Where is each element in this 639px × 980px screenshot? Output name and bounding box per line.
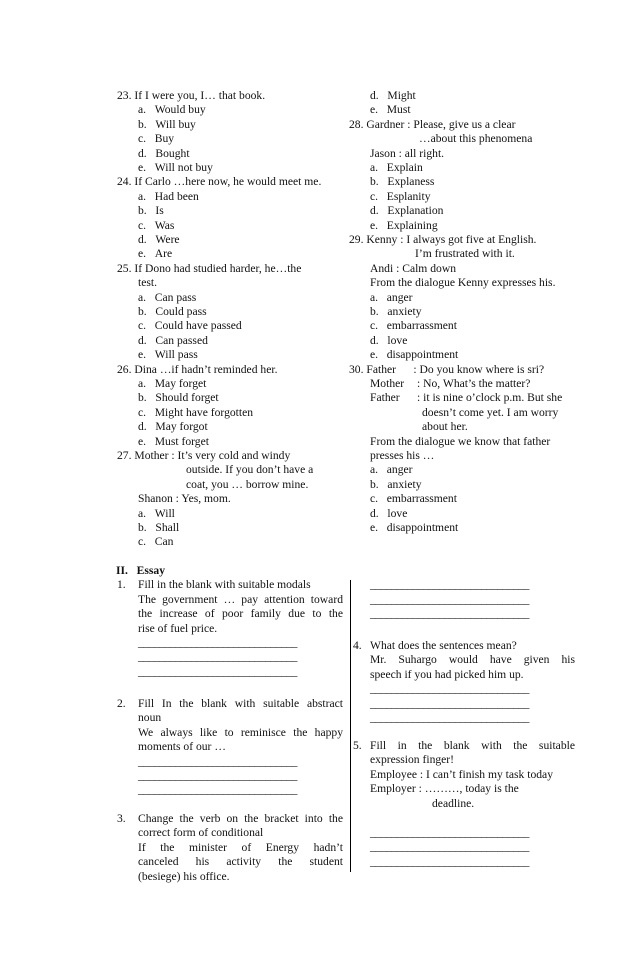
question-number: 23. xyxy=(117,89,132,102)
option-a[interactable]: a. Had been xyxy=(138,189,199,203)
question-text-cont: doesn’t come yet. I am worry xyxy=(422,405,559,419)
option-a[interactable]: a. Explain xyxy=(370,161,423,174)
question-text-cont: test. xyxy=(138,276,157,290)
answer-line[interactable]: ______________________________ xyxy=(370,854,529,868)
option-d[interactable]: d. love xyxy=(370,333,408,347)
option-c[interactable]: c. Buy xyxy=(138,132,175,146)
question-number: 30. xyxy=(349,362,364,376)
question-number: 28. xyxy=(349,117,364,131)
question-text-cont: From the dialogue Kenny expresses his. xyxy=(370,276,556,290)
question-text: Kenny : I always got five at English. xyxy=(366,233,537,246)
answer-line[interactable]: ______________________________ xyxy=(370,592,529,606)
essay-number: 4. xyxy=(353,639,362,652)
option-a[interactable]: a. May forget xyxy=(138,377,207,390)
option-c[interactable]: c. Might have forgotten xyxy=(138,405,254,419)
essay-text: the increase of poor family due to the xyxy=(138,607,343,621)
essay-text: Mr. Suhargo would have given his xyxy=(370,653,575,667)
option-d[interactable]: d. Can passed xyxy=(138,333,208,347)
options-27 xyxy=(138,507,179,550)
answer-line[interactable]: ______________________________ xyxy=(370,710,529,724)
speaker: Mother xyxy=(370,376,405,390)
option-b[interactable]: b. Is xyxy=(138,204,164,218)
question-text: If I were you, I… that book. xyxy=(134,89,266,102)
option-b[interactable]: b. anxiety xyxy=(370,304,422,318)
answer-line[interactable]: ______________________________ xyxy=(138,768,297,782)
question-text: If Carlo …here now, he would meet me. xyxy=(134,175,322,189)
question-24 xyxy=(117,175,321,189)
essay-text: moments of our … xyxy=(138,740,226,754)
question-text-cont: I’m frustrated with it. xyxy=(415,247,515,261)
column-divider xyxy=(350,580,351,872)
question-number: 25. xyxy=(117,261,132,275)
option-e[interactable]: e. Explaining xyxy=(370,218,438,232)
option-e[interactable]: e. Must xyxy=(370,103,411,117)
options-28 xyxy=(370,161,443,233)
answer-line[interactable]: ______________________________ xyxy=(138,650,297,664)
question-text-cont: coat, you … borrow mine. xyxy=(186,477,309,491)
essay-number: 2. xyxy=(117,697,126,710)
question-number: 29. xyxy=(349,233,364,246)
option-a[interactable]: a. anger xyxy=(370,463,413,477)
speaker: Father xyxy=(366,362,397,376)
answer-line[interactable]: ______________________________ xyxy=(370,696,529,710)
question-25 xyxy=(117,262,301,291)
option-d[interactable]: d. Were xyxy=(138,232,180,246)
essay-instruction: Fill In the blank with suitable abstract xyxy=(138,697,343,710)
question-23 xyxy=(117,89,265,103)
question-text: Gardner : Please, give us a clear xyxy=(366,117,516,131)
question-number: 26. xyxy=(117,362,132,376)
options-27-cont xyxy=(370,89,416,118)
essay-5 xyxy=(353,739,575,811)
option-e[interactable]: e. Must forget xyxy=(138,434,209,448)
option-a[interactable]: a. anger xyxy=(370,290,413,304)
question-29 xyxy=(349,233,555,291)
answer-line[interactable]: ______________________________ xyxy=(138,754,297,768)
question-text-cont: : it is nine o’clock p.m. But she xyxy=(417,391,563,405)
essay-answer-lines-5 xyxy=(370,826,529,869)
essay-instruction: Fill in the blank with suitable modals xyxy=(138,578,311,592)
question-text-cont: : No, What’s the matter? xyxy=(417,376,531,390)
options-30 xyxy=(370,463,458,535)
question-number: 24. xyxy=(117,175,132,189)
option-a[interactable]: a. Can pass xyxy=(138,290,197,304)
option-c[interactable]: c. Esplanity xyxy=(370,189,431,203)
option-d[interactable]: d. May forgot xyxy=(138,420,208,434)
option-b[interactable]: b. Could pass xyxy=(138,304,207,318)
question-text: Dina …if hadn’t reminded her. xyxy=(134,362,278,376)
option-b[interactable]: b. Should forget xyxy=(138,391,219,405)
option-c[interactable]: c. embarrassment xyxy=(370,319,457,333)
essay-1 xyxy=(117,578,343,679)
option-b[interactable]: b. Will buy xyxy=(138,117,196,131)
answer-line[interactable]: ______________________________ xyxy=(138,635,297,649)
option-e[interactable]: e. disappointment xyxy=(370,520,459,534)
essay-text: Employee : I can’t finish my task today xyxy=(370,767,553,781)
question-30 xyxy=(349,363,562,464)
question-text: : Do you know where is sri? xyxy=(413,362,545,376)
essay-text: noun xyxy=(138,711,162,725)
question-text: If Dono had studied harder, he…the xyxy=(134,261,302,275)
option-e[interactable]: e. Are xyxy=(138,247,173,261)
essay-text: rise of fuel price. xyxy=(138,621,218,635)
options-23 xyxy=(138,103,213,175)
section-heading xyxy=(116,564,165,578)
essay-text: We always like to reminisce the happy xyxy=(138,725,343,739)
question-28 xyxy=(349,118,532,161)
essay-2 xyxy=(117,697,343,798)
option-d[interactable]: d. Explanation xyxy=(370,204,444,218)
question-text-cont: Andi : Calm down xyxy=(370,261,456,275)
question-26 xyxy=(117,363,277,377)
answer-line[interactable]: ______________________________ xyxy=(370,826,529,839)
option-d[interactable]: d. Might xyxy=(370,89,416,102)
option-b[interactable]: b. anxiety xyxy=(370,477,422,491)
essay-number: 1. xyxy=(117,578,126,592)
options-29 xyxy=(370,291,458,363)
question-text-cont: outside. If you don’t have a xyxy=(186,463,314,477)
option-e[interactable]: e. Will pass xyxy=(138,348,198,362)
essay-answer-lines-top xyxy=(370,578,529,621)
section-number: II. xyxy=(116,564,128,577)
answer-line[interactable]: ______________________________ xyxy=(370,578,529,592)
essay-text: expression finger! xyxy=(370,753,455,767)
essay-text: If the minister of Energy hadn’t xyxy=(138,840,343,854)
essay-3 xyxy=(117,812,343,884)
question-27 xyxy=(117,449,313,507)
essay-text: canceled his activity the student xyxy=(138,855,343,869)
essay-instruction: Fill in the blank with the suitable xyxy=(370,739,575,752)
option-c[interactable]: c. Was xyxy=(138,218,175,232)
essay-text: deadline. xyxy=(432,796,475,810)
option-c[interactable]: c. Could have passed xyxy=(138,319,242,333)
essay-instruction: Change the verb on the bracket into the xyxy=(138,812,343,825)
answer-line[interactable]: ______________________________ xyxy=(370,840,529,854)
option-b[interactable]: b. Shall xyxy=(138,520,180,534)
option-a[interactable]: a. Will xyxy=(138,506,175,520)
question-text: Mother : It’s very cold and windy xyxy=(134,449,291,462)
answer-line[interactable]: ______________________________ xyxy=(138,783,297,797)
essay-text: correct form of conditional xyxy=(138,826,264,840)
option-b[interactable]: b. Explaness xyxy=(370,175,435,189)
options-24 xyxy=(138,190,199,262)
essay-text: (besiege) his office. xyxy=(138,869,230,883)
question-text-cont: presses his … xyxy=(370,448,435,462)
option-c[interactable]: c. embarrassment xyxy=(370,492,457,506)
essay-text: speech if you had picked him up. xyxy=(370,667,524,681)
question-text-cont: Shanon : Yes, mom. xyxy=(138,492,231,506)
options-26 xyxy=(138,377,253,449)
answer-line[interactable]: ______________________________ xyxy=(138,664,297,678)
question-text-cont: From the dialogue we know that father xyxy=(370,434,551,448)
section-title: Essay xyxy=(136,564,165,577)
essay-number: 3. xyxy=(117,812,126,825)
question-number: 27. xyxy=(117,449,132,462)
essay-instruction: What does the sentences mean? xyxy=(370,639,517,652)
option-e[interactable]: e. Will not buy xyxy=(138,160,213,174)
option-d[interactable]: d. love xyxy=(370,506,408,520)
speaker: Father xyxy=(370,391,400,405)
answer-line[interactable]: ______________________________ xyxy=(370,607,529,621)
essay-4 xyxy=(353,639,575,725)
option-c[interactable]: c. Can xyxy=(138,535,174,549)
question-text-cont: Jason : all right. xyxy=(370,146,445,160)
options-25 xyxy=(138,291,242,363)
essay-text: The government … pay attention toward xyxy=(138,592,343,606)
option-e[interactable]: e. disappointment xyxy=(370,348,459,362)
option-d[interactable]: d. Bought xyxy=(138,146,190,160)
question-text-cont: …about this phenomena xyxy=(419,132,533,146)
option-a[interactable]: a. Would buy xyxy=(138,103,206,117)
answer-line[interactable]: ______________________________ xyxy=(370,682,529,696)
essay-text: Employer : ………, today is the xyxy=(370,782,519,796)
essay-number: 5. xyxy=(353,739,362,752)
question-text-cont: about her. xyxy=(422,420,468,434)
